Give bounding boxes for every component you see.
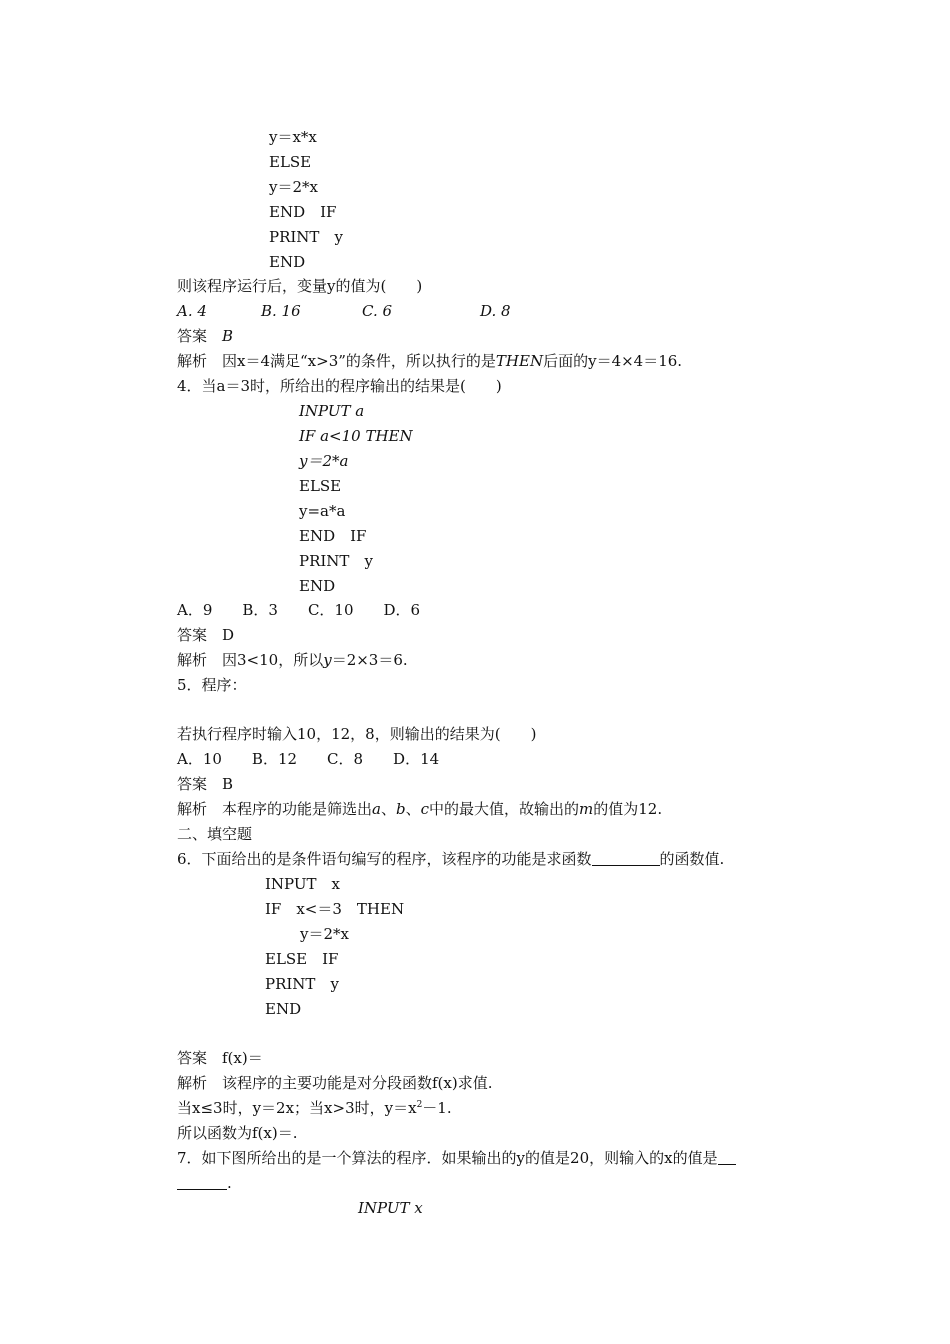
answer-blank xyxy=(592,851,660,866)
code-line: y＝2*x xyxy=(300,925,349,943)
q6-analysis-line xyxy=(177,1098,452,1118)
analysis-text: 的值为12. xyxy=(593,800,663,818)
q6-conclusion: 所以函数为f(x)＝. xyxy=(177,1124,298,1142)
stem-text: . xyxy=(227,1174,232,1192)
q3-option-b: B. 16 xyxy=(261,302,301,320)
q6-answer: 答案 f(x)＝ xyxy=(177,1049,263,1067)
analysis-text: ＝2×3＝6. xyxy=(331,651,408,669)
q5-answer: 答案 B xyxy=(177,775,234,793)
code-line: ELSE xyxy=(269,153,312,171)
q4-analysis xyxy=(177,650,408,670)
code-line: END xyxy=(265,1000,302,1018)
analysis-text: 解析 因3<10，所以 xyxy=(177,651,324,669)
analysis-var: m xyxy=(579,800,594,818)
code-line: PRINT y xyxy=(265,975,339,993)
q3-analysis xyxy=(177,351,682,371)
q7-stem xyxy=(177,1148,736,1168)
code-line: END IF xyxy=(269,203,337,221)
stem-text: 7．如下图所给出的是一个算法的程序．如果输出的y的值是20，则输入的x的值是 xyxy=(177,1149,718,1167)
code-line: END xyxy=(299,577,336,595)
code-line: y=a*a xyxy=(299,502,346,520)
answer-label: 答案 xyxy=(177,327,223,345)
q5-options: A．10 B．12 C．8 D．14 xyxy=(177,750,440,768)
stem-text: 的函数值. xyxy=(659,850,725,868)
analysis-text: －1. xyxy=(422,1099,452,1117)
code-line: ELSE IF xyxy=(265,950,339,968)
code-line: INPUT a xyxy=(299,402,365,420)
q5-question: 若执行程序时输入10，12，8，则输出的结果为( ) xyxy=(177,725,537,743)
code-line: y＝2*x xyxy=(269,178,318,196)
q5-analysis xyxy=(177,799,662,819)
code-line: PRINT y xyxy=(299,552,373,570)
q3-answer xyxy=(177,326,233,346)
analysis-var: y xyxy=(323,651,332,669)
q4-answer: 答案 D xyxy=(177,626,235,644)
q6-analysis: 解析 该程序的主要功能是对分段函数f(x)求值. xyxy=(177,1074,493,1092)
code-line: PRINT y xyxy=(269,228,343,246)
q3-option-a: A. 4 xyxy=(177,302,207,320)
code-line: IF x<＝3 THEN xyxy=(265,900,405,918)
q4-stem: 4．当a＝3时，所给出的程序输出的结果是( ) xyxy=(177,377,502,395)
analysis-text: 后面的y＝4×4＝16. xyxy=(543,352,683,370)
q4-options: A．9 B．3 C．10 D．6 xyxy=(177,601,421,619)
analysis-text: 解析 因x＝4满足“x>3”的条件，所以执行的是 xyxy=(177,352,496,370)
section-heading: 二、填空题 xyxy=(177,825,253,843)
code-line: ELSE xyxy=(299,477,342,495)
answer-blank xyxy=(177,1175,227,1190)
stem-text: 6．下面给出的是条件语句编写的程序，该程序的功能是求函数 xyxy=(177,850,592,868)
code-line: END IF xyxy=(299,527,367,545)
analysis-var: a xyxy=(372,800,381,818)
answer-blank xyxy=(718,1150,736,1165)
analysis-text: 当x≤3时，y＝2x；当x>3时，y＝x xyxy=(177,1099,417,1117)
analysis-var: c xyxy=(420,800,430,818)
q6-stem xyxy=(177,849,724,869)
answer-value: B xyxy=(222,327,234,345)
analysis-var: b xyxy=(395,800,406,818)
code-line: END xyxy=(269,253,306,271)
q7-stem-end xyxy=(177,1173,232,1193)
analysis-text: 、 xyxy=(380,800,396,818)
exponent: 2 xyxy=(416,1100,423,1110)
analysis-keyword: THEN xyxy=(495,352,544,370)
code-line: IF a<10 THEN xyxy=(299,427,413,445)
code-line: INPUT x xyxy=(358,1199,423,1217)
analysis-text: 、 xyxy=(405,800,421,818)
code-line: y＝2*a xyxy=(299,452,349,470)
analysis-text: 中的最大值，故输出的 xyxy=(429,800,580,818)
q5-stem: 5．程序： xyxy=(177,676,247,694)
q3-stem: 则该程序运行后，变量y的值为( ) xyxy=(177,277,423,295)
code-line: y＝x*x xyxy=(269,128,317,146)
analysis-text: 解析 本程序的功能是筛选出 xyxy=(177,800,373,818)
code-line: INPUT x xyxy=(265,875,340,893)
q3-option-d: D. 8 xyxy=(480,302,511,320)
q3-option-c: C. 6 xyxy=(362,302,393,320)
